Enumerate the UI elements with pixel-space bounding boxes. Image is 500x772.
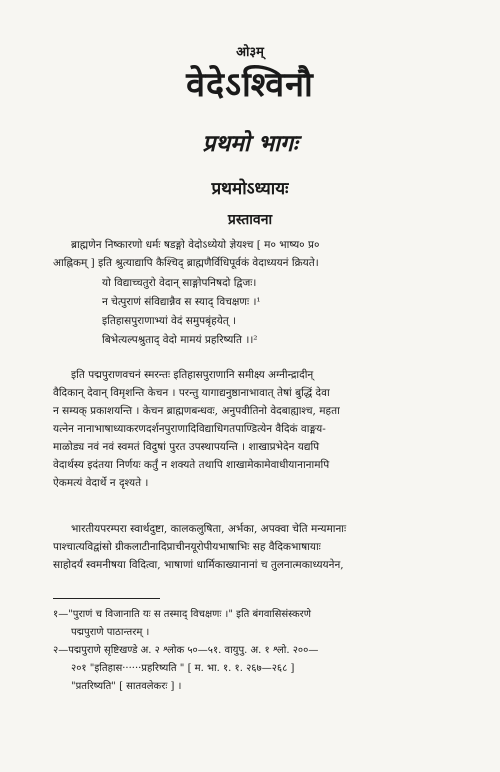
part-heading: प्रथमो भागः <box>202 130 298 157</box>
footnote-line: २०१ "इतिहास······प्रहरिष्यति " [ म. भा. १. १. २६७—२६८ ] <box>71 663 295 674</box>
paragraph-2 <box>53 366 473 492</box>
book-title: वेदेऽश्विनौ <box>186 65 314 105</box>
paragraph-1 <box>53 236 473 272</box>
paragraph-3 <box>53 520 473 574</box>
text-line: न सम्यक् प्रकाशयन्ति । केचन ब्राह्मणबन्धवः, अनुपवीतिनो वेदबाह्याश्च, महता <box>53 405 340 417</box>
text-line: इति पद्मपुराणवचनं स्मरन्तः इतिहासपुराणानि समीक्ष्य अग्नीन्द्रादीन् <box>71 369 314 381</box>
verse-line: इतिहासपुराणाभ्यां वेदं समुपबृंहयेत् । <box>102 315 237 327</box>
text-line: ऐकमत्यं वेदार्थे न दृश्यते । <box>53 477 149 489</box>
text-line: आह्निकम् ] इति श्रुत्याद्यापि कैश्चिद् ब्राह्मणैर्विधिपूर्वकं वेदाध्ययनं क्रियते। <box>53 257 319 269</box>
footnote-line: पद्मपुराणे पाठान्तरम् । <box>71 627 150 638</box>
text-line: साहोदर्यं स्वमनीषया विदित्वा, भाषाणां धार्मिकाख्यानानां च तुलनात्मकाध्ययनेन, <box>53 559 344 571</box>
chapter-heading: प्रथमोऽध्यायः <box>211 179 289 199</box>
text-line: ब्राह्मणेन निष्कारणो धर्मः षडङ्गो वेदोऽध्येयो ज्ञेयश्च [ म० भाष्य० प्र० <box>71 239 320 251</box>
text-line: भारतीयपरम्परा स्वार्थदुष्टा, कालकलुषिता, अर्भका, अपक्वा चेति मन्यमानाः <box>71 523 347 535</box>
footnote-line: २—पद्मपुराणे सृष्टिखण्डे अ. २ श्लोक ५०—५१. वायुपु. अ. १ श्लो. २००— <box>53 645 319 656</box>
footnotes <box>53 606 473 696</box>
text-line: माळोड्य नवं नवं स्वमतं विदुषां पुरत उपस्थापयन्ति । शाखाप्रभेदेन यद्यपि <box>53 441 320 453</box>
text-line: वेदार्थस्य इदंतया निर्णयः कर्तुं न शक्यते तथापि शाखामेकामेवाधीयानानामपि <box>53 459 330 471</box>
verse-line: बिभेत्यल्पश्रुताद् वेदो मामयं प्रहरिष्यति ।।² <box>102 334 258 346</box>
text-line: यत्नेन नानाभाषाध्याकरणदर्शनपुराणादिविद्याधिगतपाण्डित्येन वैदिकं वाङ्मय- <box>53 423 326 435</box>
footnote-line: "प्रतरिष्यति" [ सातवलेकरः ] । <box>71 681 182 692</box>
verse-block <box>102 274 261 350</box>
invocation-om: ओ३म् <box>236 45 264 60</box>
footnote-divider <box>53 598 160 599</box>
footnote-line: १—"पुराणं च विजानाति यः स तस्माद् विचक्षणः ।" इति बंगवासिसंस्करणे <box>53 609 311 620</box>
section-heading-introduction: प्रस्तावना <box>227 212 273 228</box>
text-line: पाश्चात्यविद्वांसो ग्रीकलाटीनादिप्राचीनयूरोपीयभाषाभिः सह वैदिकभाषायाः <box>53 541 321 553</box>
verse-line: यो विद्याच्चतुरो वेदान् साङ्गोपनिषदो द्विजः। <box>102 277 257 289</box>
text-line: वैदिकान् देवान् विमृशन्ति केचन । परन्तु यागाद्यनुष्ठानाभावात् तेषां बुद्धिं देवा <box>53 387 330 399</box>
verse-line: न चेत्पुराणं संविद्यान्नैव स स्याद् विचक्षणः ।¹ <box>102 296 261 308</box>
